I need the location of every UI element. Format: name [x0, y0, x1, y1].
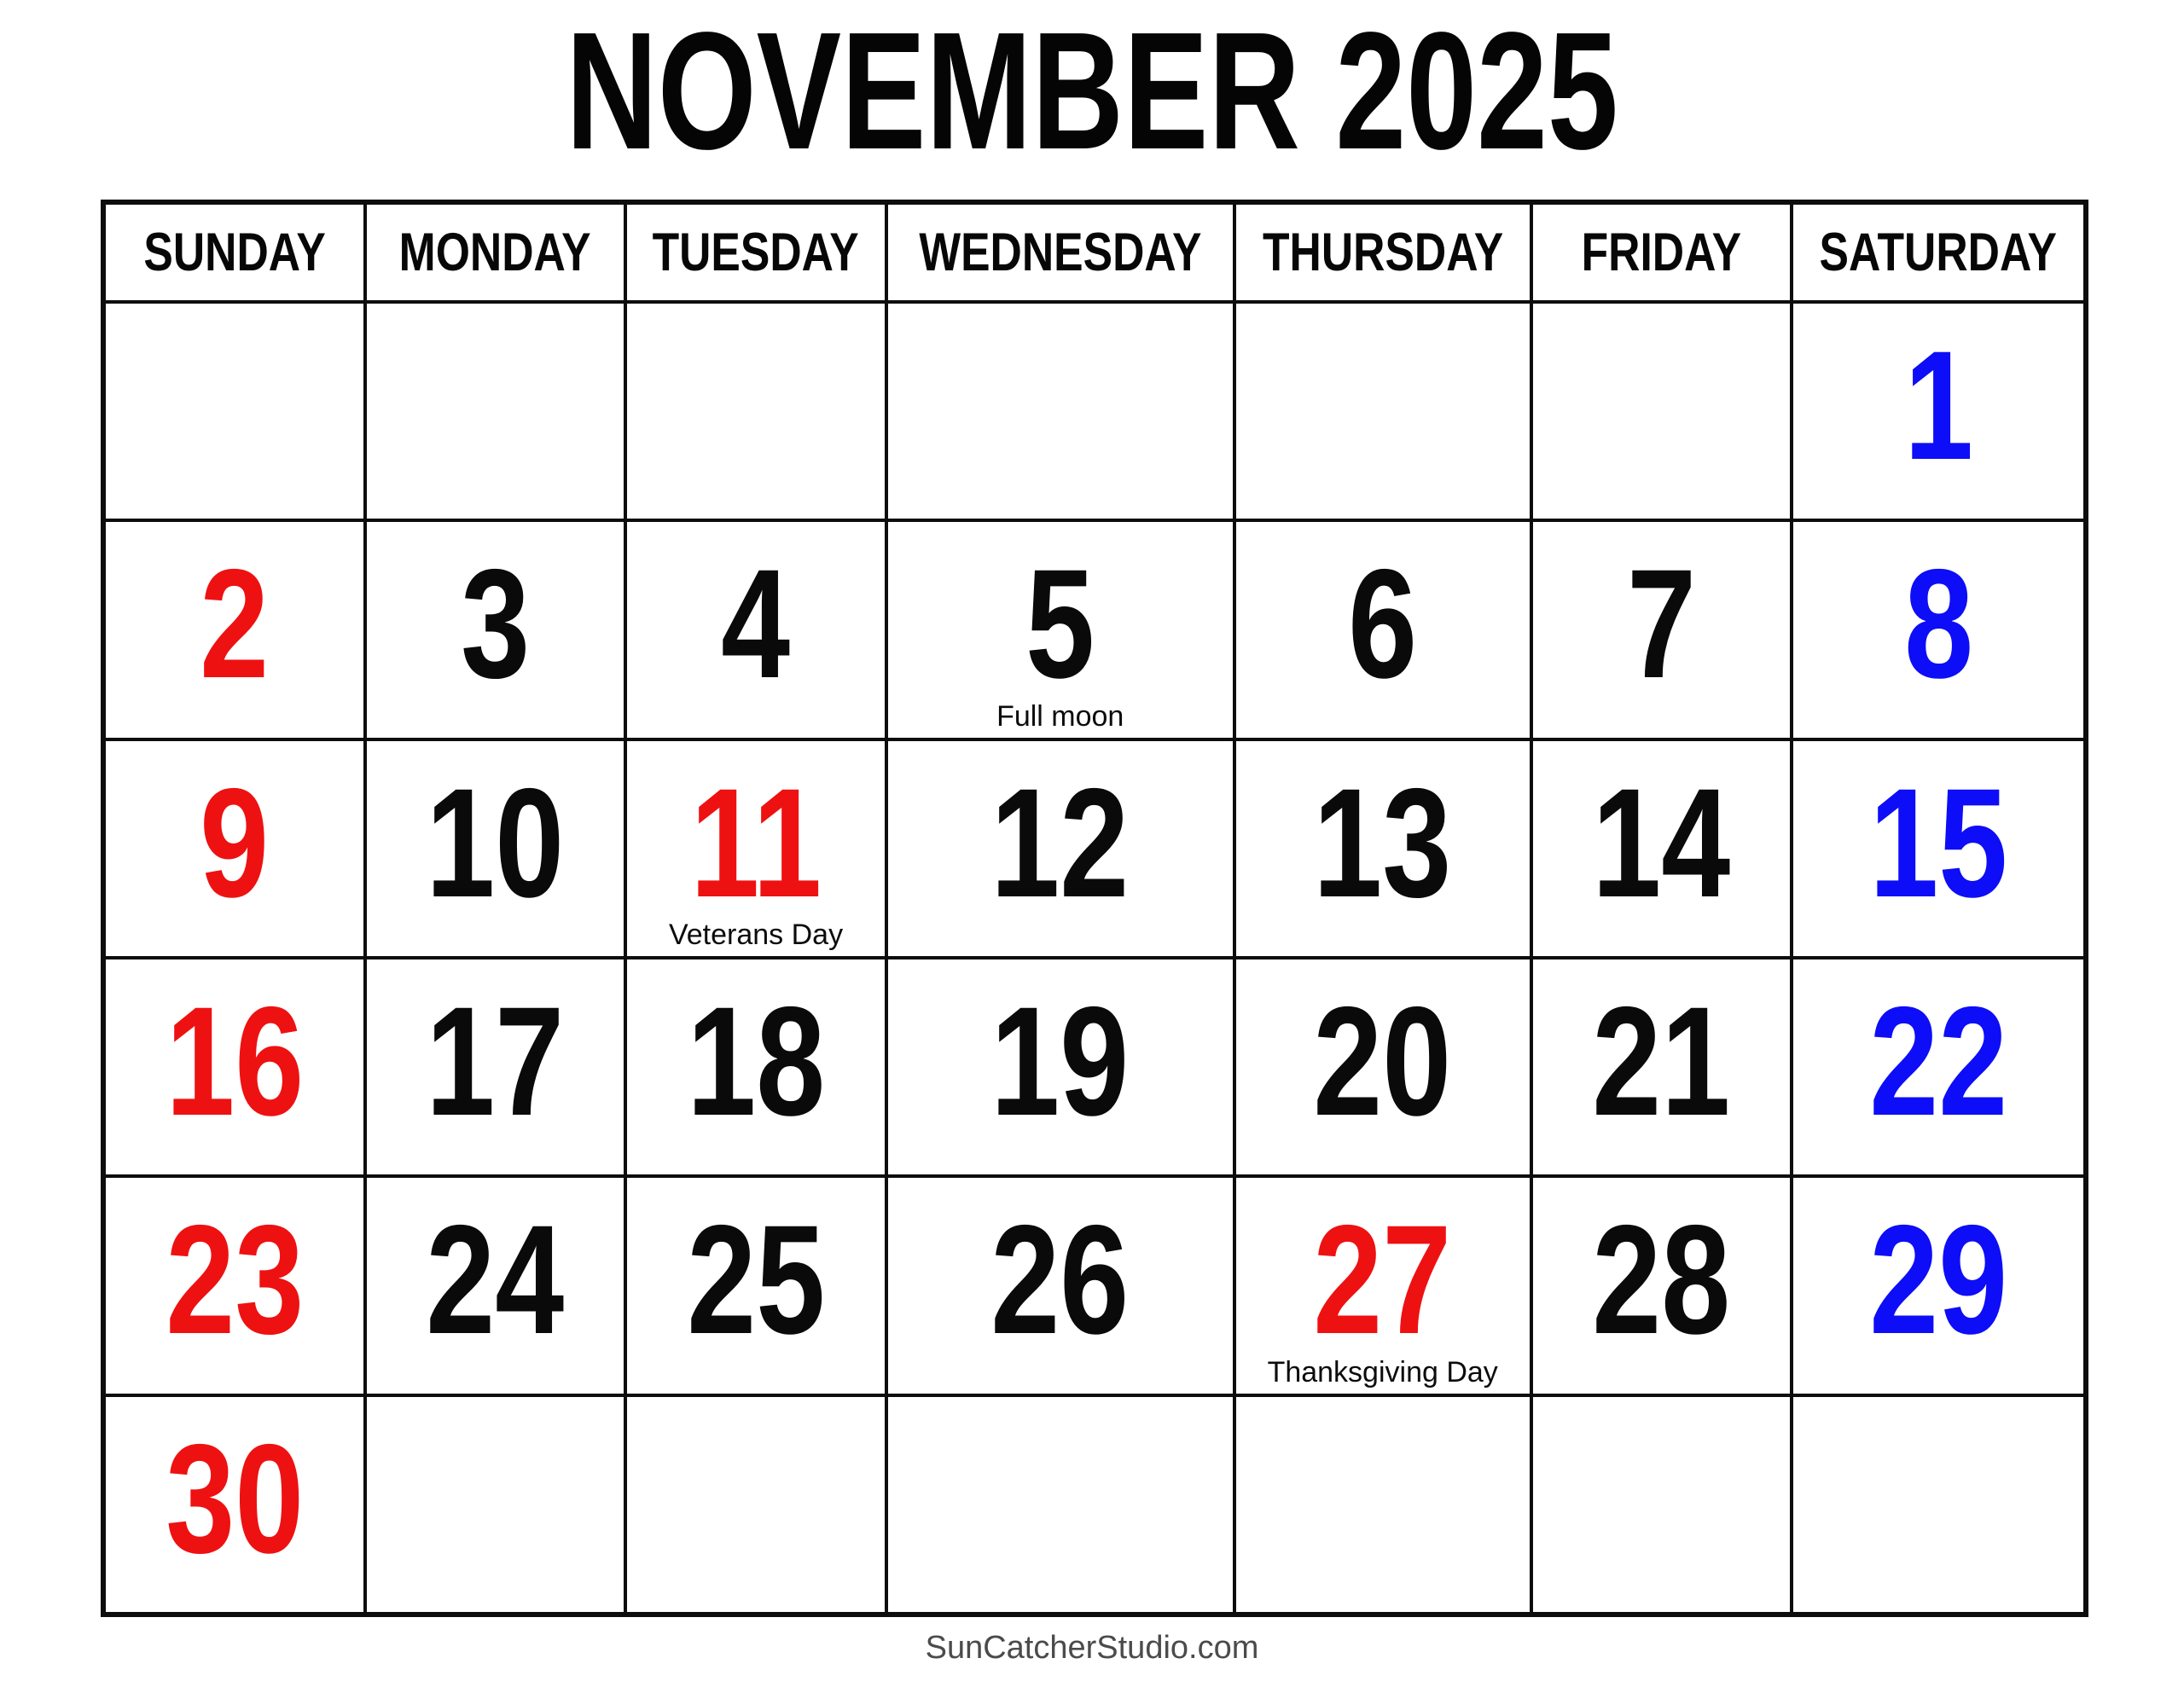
date-number: 17: [426, 974, 565, 1149]
date-number: 12: [990, 755, 1130, 930]
calendar-cell: [1793, 1397, 2083, 1612]
date-number: 29: [1869, 1192, 2008, 1367]
calendar-cell: [106, 522, 363, 737]
date-number: 11: [690, 755, 822, 930]
calendar-cell: [1236, 1178, 1530, 1393]
calendar-cell: [627, 304, 885, 519]
weekday-label: THURSDAY: [1262, 223, 1503, 282]
date-number: 22: [1869, 974, 2008, 1149]
calendar-cell: [1236, 1397, 1530, 1612]
date-number: 7: [1627, 536, 1697, 711]
date-number: 9: [200, 755, 270, 930]
calendar-cell: [1236, 522, 1530, 737]
date-number: 14: [1592, 755, 1731, 930]
date-number: 21: [1592, 974, 1731, 1149]
calendar-cell: [888, 304, 1233, 519]
date-number: 10: [426, 755, 565, 930]
date-number: 30: [165, 1411, 304, 1586]
date-number: 4: [721, 536, 791, 711]
calendar-cell: [888, 959, 1233, 1174]
date-number: 16: [165, 974, 304, 1149]
date-number: 1: [1903, 318, 1973, 493]
date-number: 6: [1348, 536, 1418, 711]
date-number: 23: [165, 1192, 304, 1367]
weekday-label: WEDNESDAY: [919, 223, 1202, 282]
calendar-cell: [367, 1397, 624, 1612]
calendar-cell: [627, 1397, 885, 1612]
calendar-cell: [1236, 741, 1530, 956]
date-number: 8: [1903, 536, 1973, 711]
calendar-cell: [367, 304, 624, 519]
date-number: 3: [460, 536, 530, 711]
holiday-note: Thanksgiving Day: [1267, 1355, 1498, 1388]
page-title: NOVEMBER 2025: [566, 0, 1618, 184]
calendar-cell: [367, 522, 624, 737]
calendar-cell: [888, 741, 1233, 956]
calendar-cell: [1236, 304, 1530, 519]
date-number: 13: [1313, 755, 1452, 930]
calendar-grid: [101, 200, 2088, 1617]
weekday-header-saturday: [1793, 205, 2083, 300]
date-number: 27: [1313, 1192, 1452, 1367]
calendar-cell: [367, 741, 624, 956]
calendar-cell: [627, 959, 885, 1174]
calendar-cell: [1533, 522, 1791, 737]
calendar-cell: [106, 1397, 363, 1612]
weekday-header-wednesday: [888, 205, 1233, 300]
weekday-label: SATURDAY: [1819, 223, 2058, 282]
date-number: 18: [687, 974, 826, 1149]
weekday-header-sunday: [106, 205, 363, 300]
weekday-label: TUESDAY: [652, 223, 860, 282]
calendar-cell: [627, 741, 885, 956]
calendar-cell: [1533, 741, 1791, 956]
calendar-cell: [1236, 959, 1530, 1174]
calendar-cell: [1793, 522, 2083, 737]
date-number: 15: [1869, 755, 2008, 930]
date-number: 20: [1313, 974, 1452, 1149]
footer-credit: SunCatcherStudio.com: [925, 1630, 1259, 1666]
calendar-cell: [106, 959, 363, 1174]
date-number: 2: [200, 536, 270, 711]
date-number: 26: [990, 1192, 1130, 1367]
weekday-label: SUNDAY: [143, 223, 326, 282]
calendar-cell: [888, 1397, 1233, 1612]
calendar-cell: [627, 522, 885, 737]
calendar-cell: [1533, 1397, 1791, 1612]
calendar-cell: [627, 1178, 885, 1393]
date-number: 25: [687, 1192, 826, 1367]
holiday-note: Veterans Day: [668, 918, 844, 951]
calendar-cell: [367, 1178, 624, 1393]
weekday-header-monday: [367, 205, 624, 300]
date-number: 19: [990, 974, 1130, 1149]
calendar-cell: [367, 959, 624, 1174]
calendar-cell: [1793, 959, 2083, 1174]
weekday-header-friday: [1533, 205, 1791, 300]
calendar-cell: [106, 304, 363, 519]
calendar-cell: [1793, 304, 2083, 519]
date-number: 24: [426, 1192, 565, 1367]
holiday-note: Full moon: [996, 699, 1124, 733]
weekday-header-tuesday: [627, 205, 885, 300]
date-number: 28: [1592, 1192, 1731, 1367]
calendar-cell: [1533, 1178, 1791, 1393]
calendar-cell: [1533, 304, 1791, 519]
weekday-label: MONDAY: [398, 223, 591, 282]
calendar-cell: [106, 1178, 363, 1393]
calendar-cell: [1793, 741, 2083, 956]
calendar-cell: [1793, 1178, 2083, 1393]
calendar-cell: [106, 741, 363, 956]
date-number: 5: [1025, 536, 1095, 711]
weekday-label: FRIDAY: [1581, 223, 1742, 282]
calendar-cell: [1533, 959, 1791, 1174]
weekday-header-thursday: [1236, 205, 1530, 300]
calendar-cell: [888, 522, 1233, 737]
calendar-cell: [888, 1178, 1233, 1393]
